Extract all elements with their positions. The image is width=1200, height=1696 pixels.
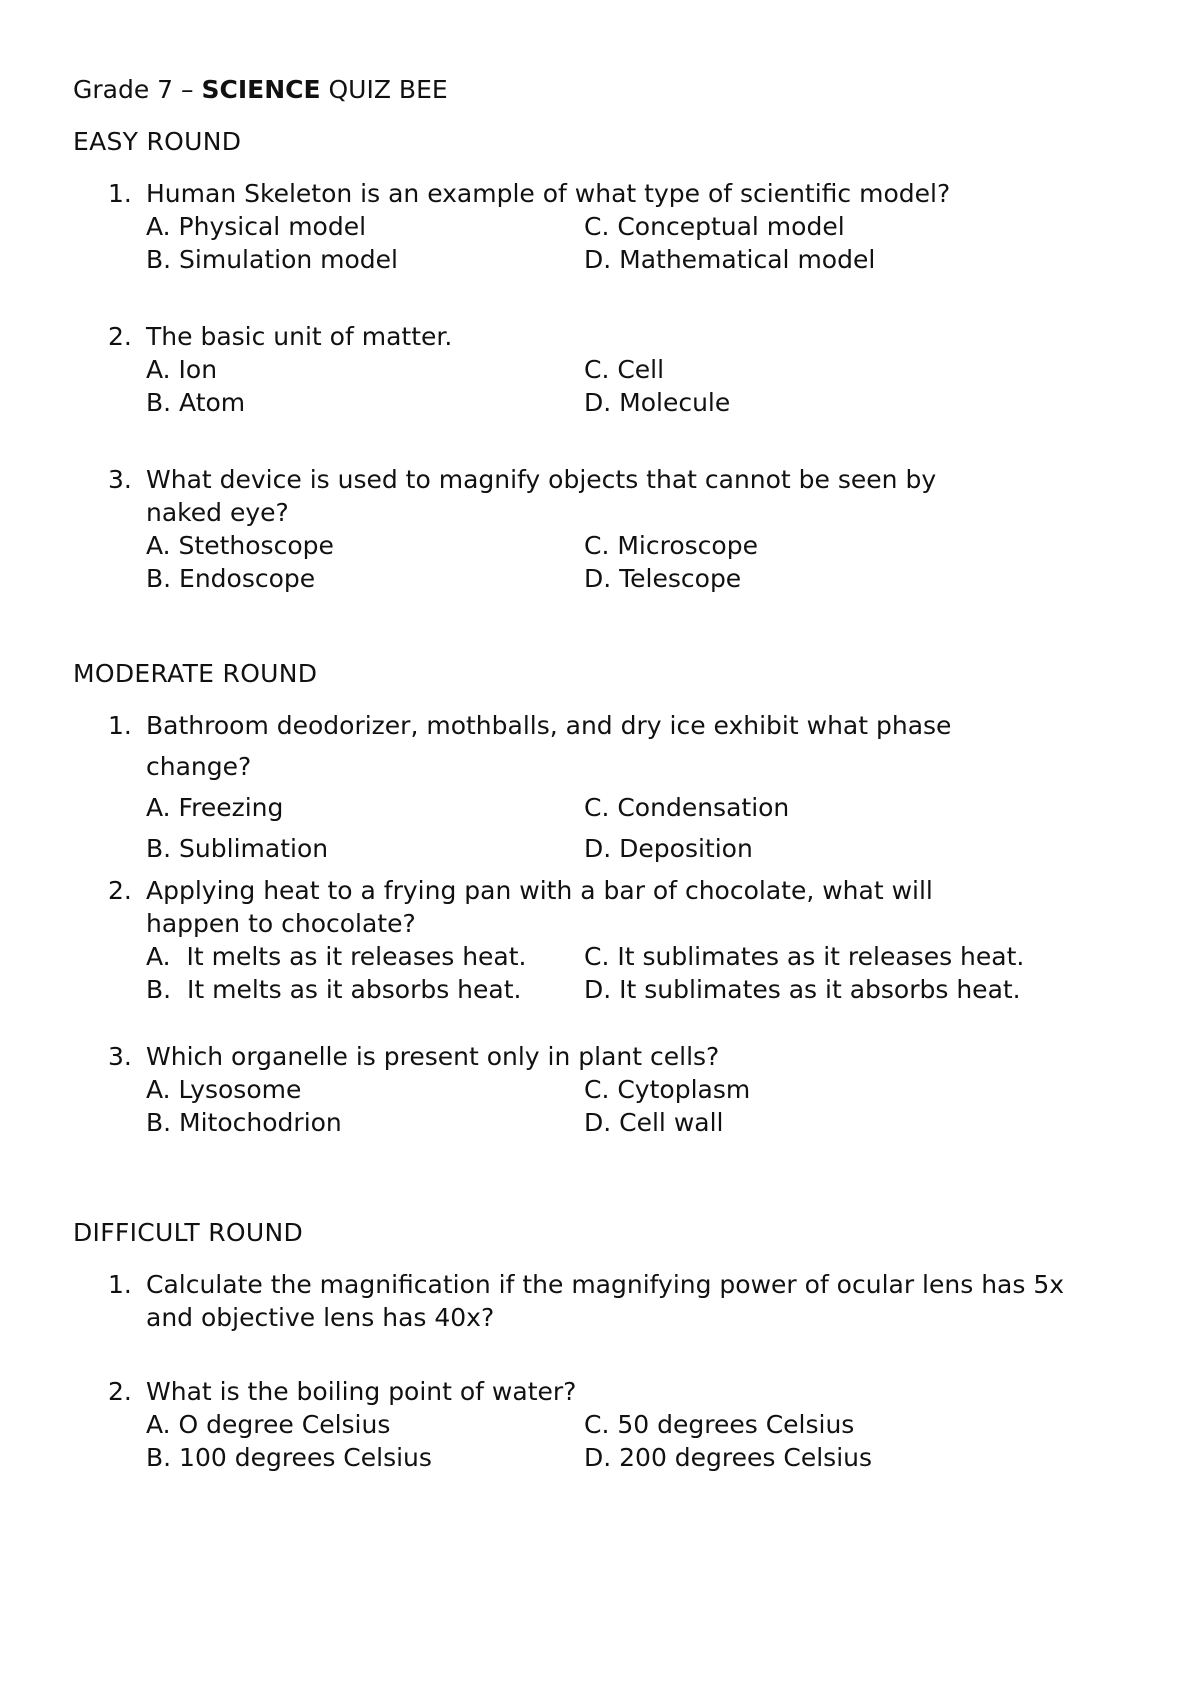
option-c: C. It sublimates as it releases heat.: [584, 942, 1025, 971]
option-d: D. Mathematical model: [584, 245, 876, 274]
option-a: A. O degree Celsius: [146, 1410, 391, 1439]
option-c: C. 50 degrees Celsius: [584, 1410, 855, 1439]
moderate-question-1: [108, 709, 1198, 873]
question-text-continued: naked eye?: [146, 498, 289, 527]
question-number: 1.: [108, 1270, 132, 1299]
difficult-question-2: [108, 1375, 1198, 1474]
option-d: D. Telescope: [584, 564, 742, 593]
moderate-question-3: [108, 1040, 1198, 1139]
option-d: D. It sublimates as it absorbs heat.: [584, 975, 1021, 1004]
easy-question-1: [108, 177, 1198, 276]
question-text: Applying heat to a frying pan with a bar of chocolate, what will: [146, 876, 933, 905]
easy-round-heading: EASY ROUND: [73, 127, 242, 156]
option-c: C. Microscope: [584, 531, 758, 560]
option-b: B. 100 degrees Celsius: [146, 1443, 432, 1472]
question-number: 2.: [108, 1377, 132, 1406]
question-number: 2.: [108, 322, 132, 351]
question-number: 3.: [108, 1042, 132, 1071]
option-a: A. Physical model: [146, 212, 367, 241]
option-d: D. Cell wall: [584, 1108, 724, 1137]
question-text-continued: and objective lens has 40x?: [146, 1303, 495, 1332]
option-c: C. Condensation: [584, 793, 790, 822]
question-number: 1.: [108, 179, 132, 208]
easy-question-2: [108, 320, 1198, 419]
option-d: D. 200 degrees Celsius: [584, 1443, 873, 1472]
title-bold: SCIENCE: [201, 75, 321, 104]
option-d: D. Molecule: [584, 388, 731, 417]
option-a: A. Freezing: [146, 793, 284, 822]
title-suffix: QUIZ BEE: [320, 75, 448, 104]
question-text: Human Skeleton is an example of what type of scientific model?: [146, 179, 951, 208]
option-a: A. It melts as it releases heat.: [146, 942, 527, 971]
question-text-continued: happen to chocolate?: [146, 909, 416, 938]
option-c: C. Cytoplasm: [584, 1075, 751, 1104]
question-number: 3.: [108, 465, 132, 494]
difficult-round-heading: DIFFICULT ROUND: [73, 1218, 304, 1247]
question-text: Calculate the magnification if the magnifying power of ocular lens has 5x: [146, 1270, 1065, 1299]
option-b: B. It melts as it absorbs heat.: [146, 975, 522, 1004]
option-b: B. Endoscope: [146, 564, 316, 593]
option-b: B. Atom: [146, 388, 246, 417]
moderate-round-heading: MODERATE ROUND: [73, 659, 318, 688]
moderate-question-2: [108, 874, 1198, 1006]
document-title: [73, 73, 448, 106]
option-c: C. Conceptual model: [584, 212, 845, 241]
question-text: Bathroom deodorizer, mothballs, and dry ice exhibit what phase: [146, 711, 952, 740]
option-b: B. Simulation model: [146, 245, 399, 274]
option-d: D. Deposition: [584, 834, 753, 863]
title-prefix: Grade 7 –: [73, 75, 202, 104]
question-text: The basic unit of matter.: [146, 322, 453, 351]
question-text: What device is used to magnify objects that cannot be seen by: [146, 465, 937, 494]
easy-question-3: [108, 463, 1198, 595]
question-number: 2.: [108, 876, 132, 905]
difficult-question-1: [108, 1268, 1198, 1334]
option-b: B. Sublimation: [146, 834, 329, 863]
option-a: A. Lysosome: [146, 1075, 302, 1104]
question-text: What is the boiling point of water?: [146, 1377, 577, 1406]
option-a: A. Stethoscope: [146, 531, 334, 560]
question-text: Which organelle is present only in plant cells?: [146, 1042, 720, 1071]
question-text-continued: change?: [146, 752, 252, 781]
option-b: B. Mitochodrion: [146, 1108, 342, 1137]
option-a: A. Ion: [146, 355, 218, 384]
option-c: C. Cell: [584, 355, 665, 384]
question-number: 1.: [108, 711, 132, 740]
